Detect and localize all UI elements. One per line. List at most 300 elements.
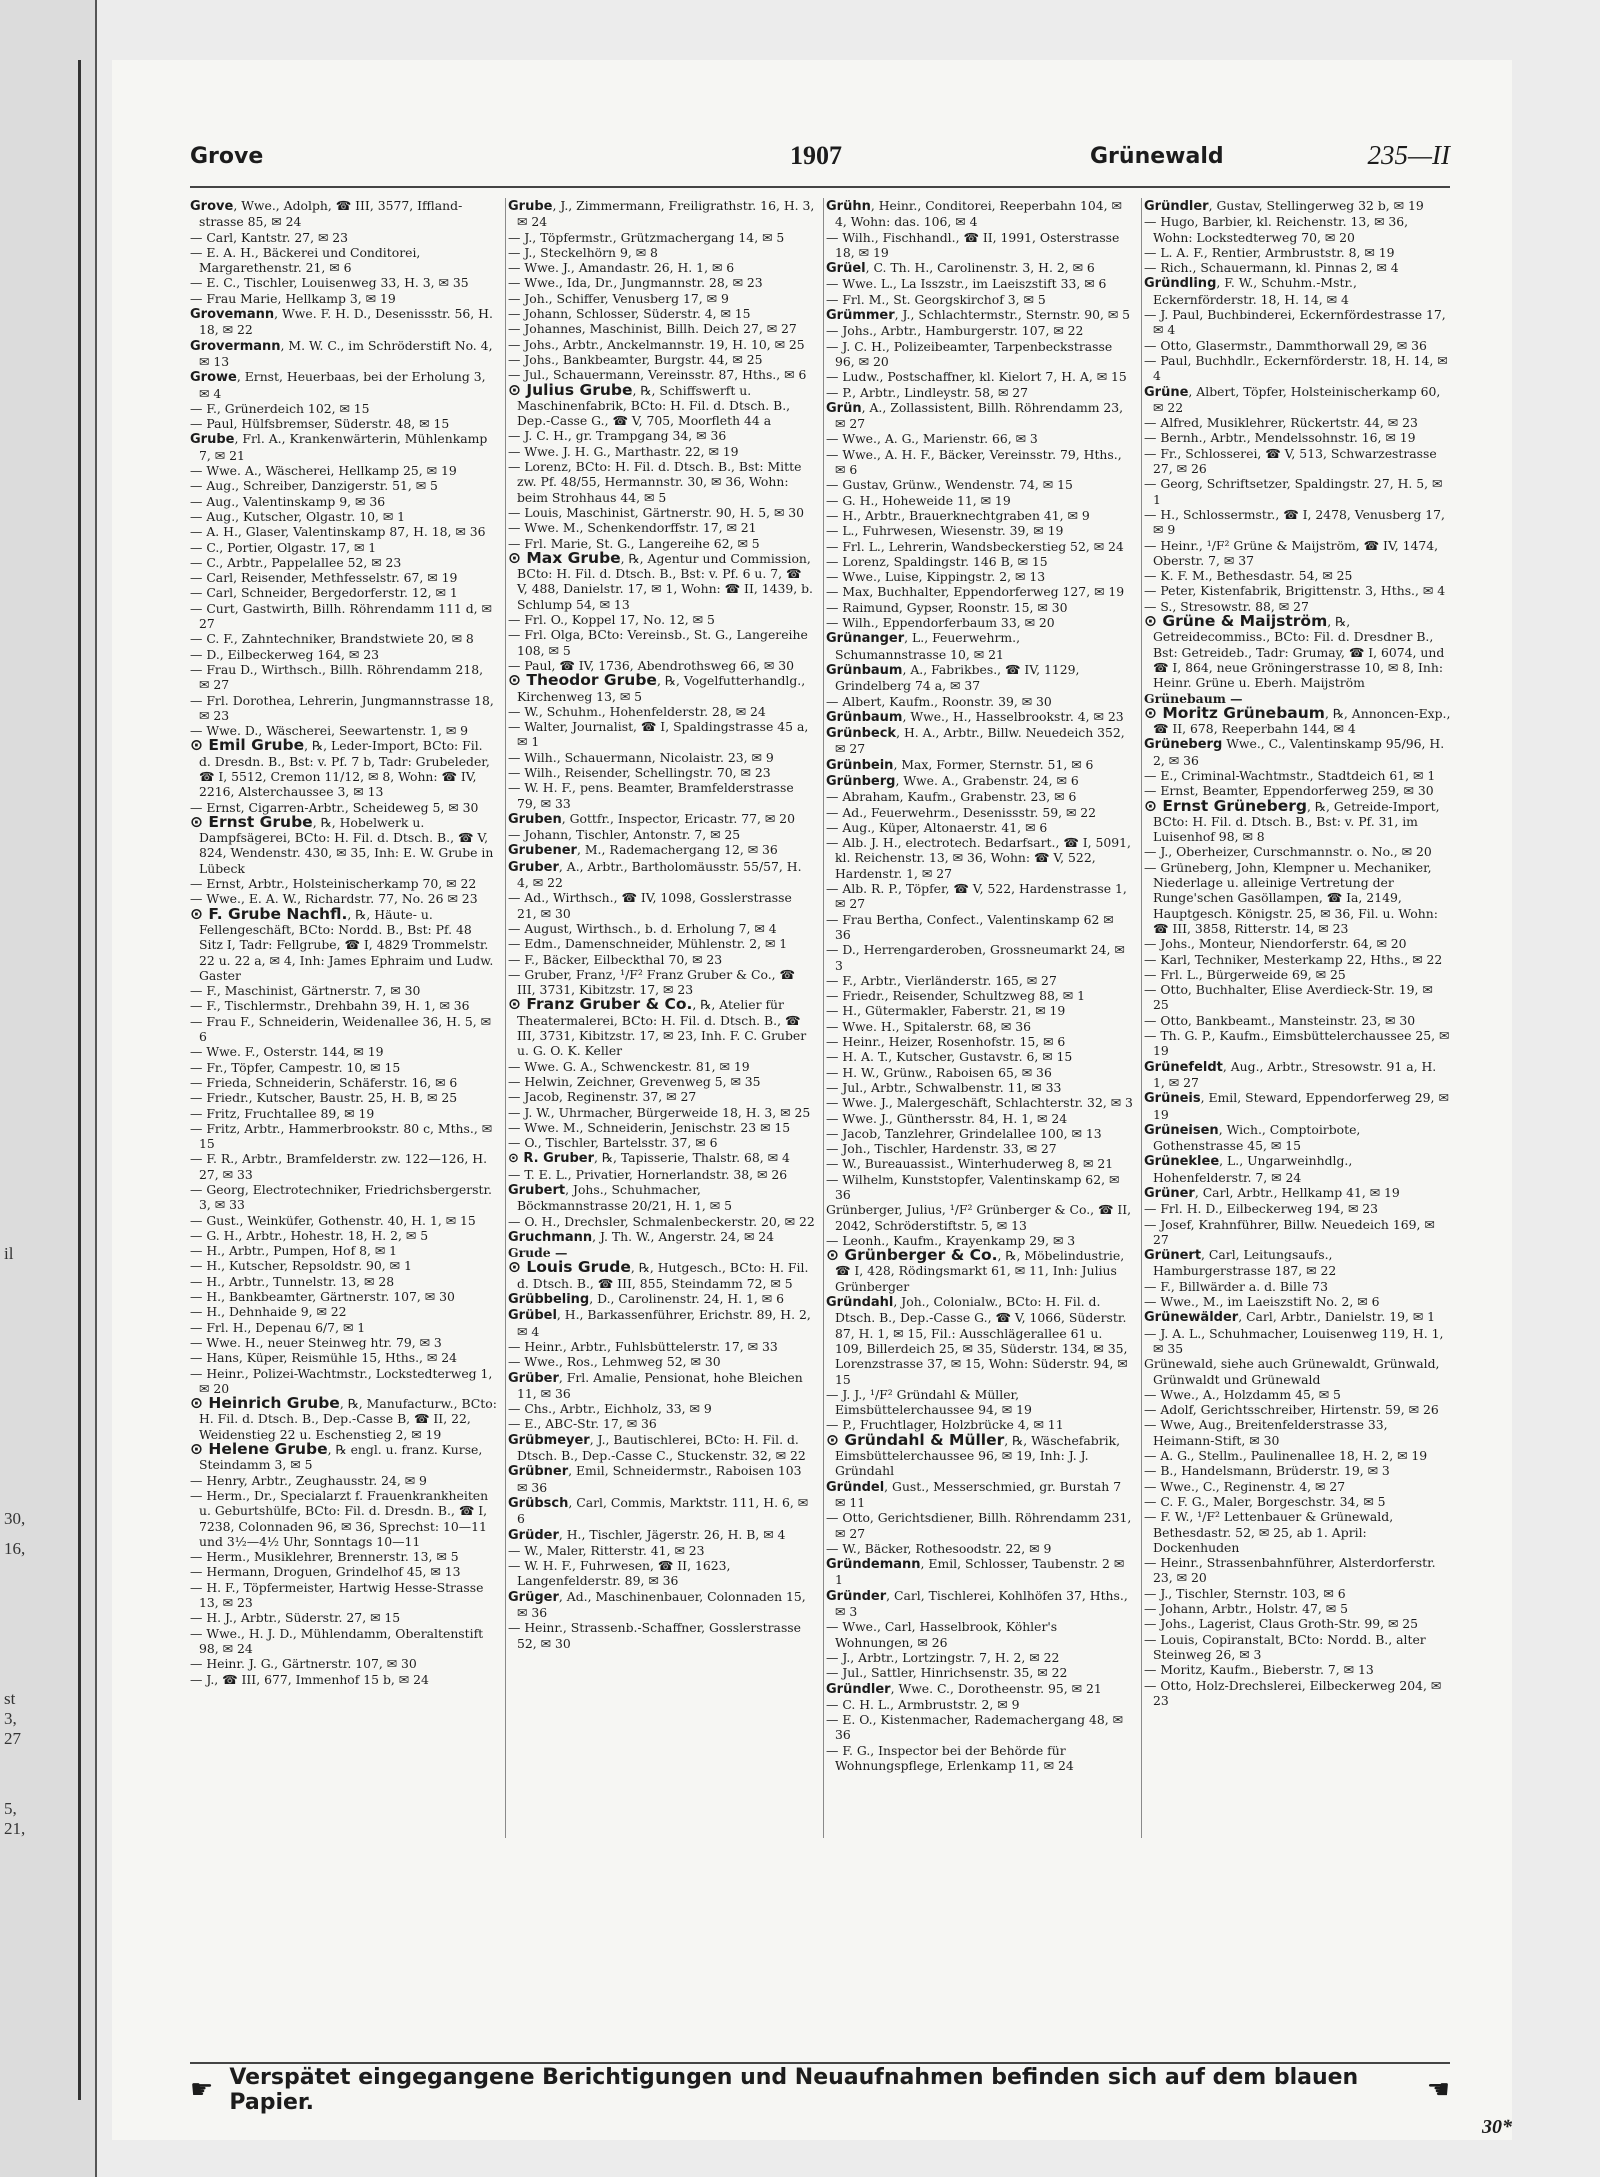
entry-name: Gründler [1144, 199, 1209, 214]
directory-entry [826, 942, 1133, 973]
entry-text: — Wilh., Eppendorferbaum 33, ✉ 20 [826, 615, 1055, 631]
entry-name: Grovermann [190, 338, 281, 354]
entry-text: — H., Kutscher, Repsoldstr. 90, ✉ 1 [190, 1258, 412, 1274]
entry-text: , Wwe. F. H. D., Desenissstr. 56, H. 18, ✉ 22 [199, 306, 493, 338]
entry-text: — Johann, Tischler, Antonstr. 7, ✉ 25 [508, 827, 741, 843]
directory-entry [508, 1432, 815, 1464]
entry-name: Grünberg [826, 773, 896, 789]
directory-entry [508, 1105, 815, 1120]
directory-entry [826, 1479, 1133, 1511]
directory-entry [826, 508, 1133, 523]
directory-entry [190, 812, 497, 876]
entry-text: — Wwe., A., Holzdamm 45, ✉ 5 [1144, 1386, 1341, 1402]
directory-entry [826, 630, 1133, 662]
entry-text: — W., Schuhm., Hohenfelderstr. 28, ✉ 24 [508, 703, 766, 719]
directory-entry [508, 1589, 815, 1621]
directory-entry [826, 1294, 1133, 1387]
directory-entry [190, 601, 497, 632]
entry-text: — J., Tischler, Sternstr. 103, ✉ 6 [1144, 1585, 1346, 1601]
entry-text: — H., Arbtr., Brauerknechtgraben 41, ✉ 9 [826, 507, 1090, 523]
directory-entry [508, 1150, 815, 1166]
entry-text: — Moritz, Kaufm., Bieberstr. 7, ✉ 13 [1144, 1662, 1374, 1678]
entry-text: — Jul., Arbtr., Schwalbenstr. 11, ✉ 33 [826, 1079, 1062, 1095]
directory-entry [508, 548, 815, 612]
directory-entry [826, 323, 1133, 338]
directory-entry [1144, 1509, 1451, 1555]
entry-text: — F., Bäcker, Eilbeckthal 70, ✉ 23 [508, 951, 723, 967]
directory-entry [190, 1610, 497, 1625]
entry-text: — J., ☎ III, 677, Immenhof 15 b, ✉ 24 [190, 1671, 429, 1687]
directory-entry [508, 1229, 815, 1245]
directory-entry [1144, 307, 1451, 338]
entry-text: — H., Arbtr., Pumpen, Hof 8, ✉ 1 [190, 1243, 398, 1259]
entry-text: , Joh., Colonialw., BCto: H. Fil. d. Dtsch. B., Dep.-Casse G., ☎ V, 1066, Süderstr. 87, H. 1, ✉ 15, Fil.: Ausschlägerallee 61 u. 109, Billerdeich 25, ✉ 35, Süderstr. 134, ✉ 35, Lorenzstrasse 37, ✉ 15, Wohn: Süderstr. 94, ✉ 15 [835, 1294, 1128, 1387]
entry-name: Grüger [508, 1589, 559, 1605]
entry-name: Grüel [826, 261, 866, 277]
header-last-entry: Grünewald [1090, 144, 1224, 169]
directory-entry [826, 1202, 1133, 1233]
entry-text: — Heinr., Arbtr., Fuhlsbüttelerstr. 17, ✉ 33 [508, 1338, 778, 1354]
directory-entry [190, 1213, 497, 1228]
entry-text: — Frl. Marie, St. G., Langereihe 62, ✉ 5 [508, 535, 760, 551]
entry-text: — E. C., Tischler, Louisenweg 33, H. 3, ✉ 35 [190, 275, 469, 291]
entry-text: — Wilhelm, Kunststopfer, Valentinskamp 62, ✉ 36 [826, 1171, 1120, 1202]
entry-text: — Henry, Arbtr., Zeughausstr. 24, ✉ 9 [190, 1472, 427, 1488]
entry-text: — F. G., Inspector bei der Behörde für Wohnungspflege, Erlenkamp 11, ✉ 24 [826, 1742, 1074, 1773]
directory-entry [508, 306, 815, 321]
entry-text: , Gottfr., Inspector, Ericastr. 77, ✉ 20 [561, 810, 795, 826]
directory-entry [190, 230, 497, 245]
entry-text: — Heinr., Strassenb.-Schaffner, Gosslerstrasse 52, ✉ 30 [508, 1620, 801, 1651]
entry-text: — D., Herrengarderoben, Grossneumarkt 24, ✉ 3 [826, 942, 1125, 973]
directory-entry [826, 835, 1133, 881]
directory-entry [1144, 768, 1451, 783]
entry-text: — Herm., Dr., Specialarzt f. Frauenkrankheiten u. Geburtshülfe, BCto: Fil. d. Dresdn. B., ☎ I, 7238, Colonnaden 96, ✉ 36, Sprechst: 10—11 und 3½—4½ Uhr, Sonntags 10—11 [190, 1487, 489, 1549]
entry-text: — Wwe. J., Günthersstr. 84, H. 1, ✉ 24 [826, 1110, 1068, 1126]
directory-entry [190, 401, 497, 416]
margin-fragment: st [4, 1689, 16, 1708]
directory-entry [190, 1350, 497, 1365]
entry-text: , ℞, Häute- u. Fellengeschäft, BCto: Nordd. B., Bst: Pf. 48 Sitz I, Tadr: Fellgrube, ☎ I, 4829 Trommelstr. 22 u. 22 a, ✉ 4, Inh: James Ephraim und Ludw. Gaster [199, 906, 494, 983]
entry-text: — A. H., Glaser, Valentinskamp 87, H. 18, ✉ 36 [190, 524, 486, 540]
entry-text: — B., Handelsmann, Brüderstr. 19, ✉ 3 [1144, 1463, 1390, 1479]
entry-text: — Fr., Schlosserei, ☎ V, 513, Schwarzestrasse 27, ✉ 26 [1144, 445, 1437, 477]
entry-name: Grüneberg [1144, 737, 1223, 753]
entry-text: — Frl. M., St. Georgskirchof 3, ✉ 5 [826, 291, 1046, 307]
entry-text: — Wwe., A. G., Marienstr. 66, ✉ 3 [826, 431, 1038, 447]
directory-entry [508, 1495, 815, 1527]
entry-text: Grünebaum — [1144, 690, 1243, 706]
entry-text: — Hugo, Barbier, kl. Reichenstr. 13, ✉ 36, Wohn: Lockstedterweg 70, ✉ 20 [1144, 214, 1409, 245]
entry-name: Grübel [508, 1308, 557, 1324]
entry-text: — E. O., Kistenmacher, Rademachergang 48, ✉ 36 [826, 1712, 1123, 1743]
directory-entry [826, 477, 1133, 492]
entry-text: , ℞, Getreide-Import, BCto: H. Fil. d. Dtsch. B., Bst: v. Pf. 31, im Luisenhof 98, ✉ 8 [1153, 798, 1440, 845]
adjacent-page-strip [0, 0, 97, 2177]
entry-name: Grüneklee [1144, 1154, 1220, 1170]
directory-entry [826, 260, 1133, 276]
directory-entry [508, 520, 815, 535]
directory-entry [1144, 1402, 1451, 1417]
entry-text: — Max, Buchhalter, Eppendorferweg 127, ✉ 19 [826, 584, 1125, 600]
entry-name: Grünanger [826, 631, 905, 647]
directory-entry [508, 1620, 815, 1651]
entry-text: , Ernst, Heuerbaas, bei der Erholung 3, ✉ 4 [199, 369, 486, 401]
entry-name: Grüber [508, 1370, 559, 1386]
directory-entry [1144, 1632, 1451, 1663]
entry-text: Grünberger, Julius, ¹/F² Grünberger & Co., ☎ II, 2042, Schröderstiftstr. 5, ✉ 13 [826, 1202, 1132, 1233]
entry-text: — C. F., Zahntechniker, Brandstwiete 20, ✉ 8 [190, 631, 474, 647]
directory-entry [1144, 796, 1451, 845]
directory-entry [1144, 245, 1451, 260]
entry-text: — Wwe., Ida, Dr., Jungmannstr. 28, ✉ 23 [508, 275, 763, 291]
directory-entry [190, 1320, 497, 1335]
directory-entry [1144, 214, 1451, 245]
entry-name: Grühn [826, 199, 871, 214]
directory-entry [826, 307, 1133, 323]
directory-entry [826, 1126, 1133, 1141]
entry-text: — Wilh., Fischhandl., ☎ II, 1991, Osterstrasse 18, ✉ 19 [826, 229, 1120, 260]
entry-text: — Louis, Copiranstalt, BCto: Nordd. B., alter Steinweg 26, ✉ 3 [1144, 1631, 1426, 1662]
entry-name: Growe [190, 370, 237, 386]
entry-text: — Wwe. J., Malergeschäft, Schlachterstr. 32, ✉ 3 [826, 1095, 1133, 1111]
column-2 [508, 198, 815, 1838]
directory-entry [1144, 1201, 1451, 1216]
directory-entry [826, 725, 1133, 757]
entry-text: — W. H. F., pens. Beamter, Bramfelderstrasse 79, ✉ 33 [508, 780, 794, 811]
entry-text: — Peter, Kistenfabrik, Brigittenstr. 3, Hths., ✉ 4 [1144, 583, 1446, 599]
directory-entry [508, 245, 815, 260]
entry-name: Gründel [826, 1479, 885, 1495]
entry-name: Grünert [1144, 1248, 1202, 1264]
directory-entry [508, 1307, 815, 1339]
entry-name: ⊙ Gründahl & Müller [826, 1430, 1005, 1449]
entry-text: , Wwe. C., Dorotheenstr. 95, ✉ 21 [890, 1680, 1102, 1696]
entry-text: — W., Bureauassist., Winterhuderweg 8, ✉ 21 [826, 1156, 1114, 1172]
directory-entry [508, 505, 815, 520]
entry-text: — Wilh., Schauermann, Nicolaistr. 23, ✉ 9 [508, 749, 774, 765]
entry-text: , J., Schlachtermstr., Sternstr. 90, ✉ 5 [894, 307, 1131, 323]
entry-text: — Otto, Gerichtsdiener, Billh. Röhrendamm 231, ✉ 27 [826, 1510, 1132, 1541]
entry-text: — Ad., Wirthsch., ☎ IV, 1098, Gosslerstrasse 21, ✉ 30 [508, 890, 792, 921]
entry-text: , Johs., Schuhmacher, Böckmannstrasse 20/21, H. 1, ✉ 5 [517, 1182, 732, 1214]
entry-text: — K. F. M., Bethesdastr. 54, ✉ 25 [1144, 568, 1353, 584]
directory-entry [190, 540, 497, 555]
entry-text: — Frl. Olga, BCto: Vereinsb., St. G., Langereihe 108, ✉ 5 [508, 627, 808, 658]
entry-text: — Heinr., ¹/F² Grüne & Maijström, ☎ IV, 1474, Oberstr. 7, ✉ 37 [1144, 537, 1439, 568]
directory-entry [190, 1258, 497, 1273]
entry-text: — Ernst, Cigarren-Arbtr., Scheideweg 5, ✉ 30 [190, 799, 479, 815]
directory-entry [1144, 1122, 1451, 1154]
directory-entry [826, 1619, 1133, 1650]
entry-text: — Gustav, Grünw., Wendenstr. 74, ✉ 15 [826, 477, 1073, 493]
entry-text: , ℞, Atelier für Theatermalerei, BCto: H. Fil. d. Dtsch. B., ☎ III, 3731, Kibitzstr. 17, ✉ 23, Inh. F. C. Gruber u. G. O. K. Keller [517, 997, 807, 1059]
entry-text: — Frl. Dorothea, Lehrerin, Jungmannstrasse 18, ✉ 23 [190, 692, 494, 723]
directory-entry [190, 1580, 497, 1611]
directory-entry [190, 524, 497, 539]
directory-entry [508, 444, 815, 459]
entry-text: — H., Schlossermstr., ☎ I, 2478, Venusberg 17, ✉ 9 [1144, 506, 1445, 538]
directory-entry [190, 1014, 497, 1045]
directory-entry [190, 1304, 497, 1319]
directory-entry [826, 523, 1133, 538]
entry-text: — J. A. L., Schuhmacher, Louisenweg 119, H. 1, ✉ 35 [1144, 1325, 1444, 1356]
directory-entry [1144, 1309, 1451, 1325]
entry-text: — Wwe. M., Schenkendorffstr. 17, ✉ 21 [508, 520, 757, 536]
entry-name: Grübsch [508, 1495, 569, 1511]
directory-entry [826, 1049, 1133, 1064]
entry-text: — Wwe. M., Schneiderin, Jenischstr. 23 ✉ 15 [508, 1119, 791, 1135]
directory-entry [1144, 614, 1451, 690]
directory-entry [826, 198, 1133, 230]
entry-text: , A., Zollassistent, Billh. Röhrendamm 23, ✉ 27 [835, 399, 1124, 432]
directory-entry [190, 245, 497, 276]
entry-text: — Frau Marie, Hellkamp 3, ✉ 19 [190, 290, 396, 306]
directory-entry [826, 584, 1133, 599]
directory-entry [1144, 1247, 1451, 1279]
directory-entry [826, 554, 1133, 569]
entry-text: — W. H. F., Fuhrwesen, ☎ II, 1623, Langenfelderstr. 89, ✉ 36 [508, 1558, 731, 1589]
directory-entry [1144, 703, 1451, 737]
entry-name: Gruber [508, 859, 559, 875]
directory-entry [1144, 982, 1451, 1013]
entry-text: — Wwe. D., Wäscherei, Seewartenstr. 1, ✉ 9 [190, 723, 469, 739]
entry-text: — J., Töpfermstr., Grützmachergang 14, ✉ 5 [508, 229, 785, 245]
directory-entry [508, 921, 815, 936]
directory-entry [190, 1121, 497, 1152]
directory-entry [826, 276, 1133, 291]
entry-text: — Leonh., Kaufm., Krayenkamp 29, ✉ 3 [826, 1232, 1076, 1248]
entry-text: — J. J., ¹/F² Gründahl & Müller, Eimsbüttelerchaussee 94, ✉ 19 [826, 1386, 1032, 1418]
directory-entry [508, 1291, 815, 1307]
directory-entry [508, 380, 815, 429]
directory-entry [190, 1274, 497, 1289]
entry-text: — Wwe., C., Reginenstr. 4, ✉ 27 [1144, 1478, 1346, 1494]
directory-entry [508, 1370, 815, 1402]
directory-entry [826, 1111, 1133, 1126]
directory-entry [508, 198, 815, 230]
directory-entry [190, 1549, 497, 1564]
directory-entry [826, 805, 1133, 820]
directory-entry [826, 569, 1133, 584]
entry-text: — C., Arbtr., Pappelallee 52, ✉ 23 [190, 554, 402, 570]
entry-text: — F., Tischlermstr., Drehbahn 39, H. 1, ✉ 36 [190, 998, 470, 1014]
entry-text: — Fritz, Arbtr., Hammerbrookstr. 80 c, Mths., ✉ 15 [190, 1120, 493, 1152]
directory-entry [190, 631, 497, 646]
entry-text: , Ad., Maschinenbauer, Colonnaden 15, ✉ 36 [517, 1588, 806, 1621]
entry-name: Grünbaum [826, 662, 903, 678]
entry-name: Grümmer [826, 308, 895, 324]
page-number: 235—II [1367, 140, 1450, 170]
entry-text: — Friedr., Kutscher, Baustr. 25, H. B, ✉ 25 [190, 1090, 458, 1106]
entry-text: — H., Gütermakler, Faberstr. 21, ✉ 19 [826, 1003, 1066, 1019]
directory-entry [190, 876, 497, 891]
directory-entry [190, 463, 497, 478]
directory-entry [508, 459, 815, 505]
directory-entry [826, 694, 1133, 709]
entry-name: Gründler [826, 1681, 891, 1697]
entry-text: , Gust., Messerschmied, gr. Burstah 7 ✉ 11 [835, 1478, 1122, 1510]
entry-name: ⊙ Grünberger & Co. [826, 1246, 998, 1265]
directory-entry [190, 1442, 497, 1473]
entry-text: — F., Billwärder a. d. Bille 73 [1144, 1278, 1328, 1294]
directory-entry [508, 1167, 815, 1182]
entry-name: ⊙ Heinrich Grube [190, 1394, 340, 1413]
directory-entry [508, 337, 815, 352]
entry-text: — C., Portier, Olgastr. 17, ✉ 1 [190, 539, 377, 555]
directory-entry [508, 780, 815, 811]
directory-entry [826, 1141, 1133, 1156]
directory-entry [508, 1558, 815, 1589]
directory-entry [190, 662, 497, 693]
directory-entry [190, 275, 497, 290]
directory-entry [508, 627, 815, 658]
entry-text: — Helwin, Zeichner, Grevenweg 5, ✉ 35 [508, 1073, 761, 1089]
directory-entry [1144, 1417, 1451, 1448]
directory-entry [508, 1543, 815, 1558]
entry-text: — Johs., Arbtr., Anckelmannstr. 19, H. 10, ✉ 25 [508, 336, 805, 352]
entry-text: — Georg, Electrotechniker, Friedrichsbergerstr. 3, ✉ 33 [190, 1182, 492, 1213]
entry-text: — Wwe. L., La Isszstr., im Laeiszstift 33, ✉ 6 [826, 276, 1107, 292]
entry-name: Gründer [826, 1588, 887, 1604]
header-first-entry: Grove [190, 144, 264, 169]
entry-name: Grünbein [826, 757, 894, 773]
entry-text: — J. Paul, Buchbinderei, Eckernfördestrasse 17, ✉ 4 [1144, 307, 1446, 338]
entry-text: — Th. G. P., Kaufm., Eimsbüttelerchaussee 25, ✉ 19 [1144, 1028, 1450, 1059]
directory-entry [826, 709, 1133, 725]
entry-text: Wwe., C., Valentinskamp 95/96, H. 2, ✉ 36 [1153, 736, 1445, 768]
entry-text: — Otto, Bankbeamt., Mansteinstr. 23, ✉ 30 [1144, 1012, 1416, 1028]
directory-entry [1144, 583, 1451, 598]
entry-name: ⊙ Franz Gruber & Co. [508, 995, 693, 1014]
directory-entry [190, 1243, 497, 1258]
directory-entry [826, 1588, 1133, 1620]
directory-entry [826, 820, 1133, 835]
directory-entry [508, 1135, 815, 1150]
directory-entry [1144, 1028, 1451, 1059]
directory-entry [190, 570, 497, 585]
entry-text: , ℞, Schiffswerft u. Maschinenfabrik, BCto: H. Fil. d. Dtsch. B., Dep.-Casse G., ☎ V, 705, Moorfleth 44 a [517, 382, 791, 429]
entry-text: — Gruber, Franz, ¹/F² Franz Gruber & Co., ☎ III, 3731, Kibitzstr. 17, ✉ 23 [508, 966, 795, 998]
directory-entry [826, 1095, 1133, 1110]
directory-entry [826, 1697, 1133, 1712]
directory-entry [190, 1151, 497, 1182]
directory-entry [508, 1074, 815, 1089]
directory-entry [508, 352, 815, 367]
entry-text: — Josef, Krahnführer, Billw. Neuedeich 169, ✉ 27 [1144, 1216, 1435, 1247]
entry-text: — H. W., Grünw., Raboisen 65, ✉ 36 [826, 1064, 1052, 1080]
directory-entry [1144, 860, 1451, 936]
entry-text: , A., Fabrikbes., ☎ IV, 1129, Grindelberg 74 a, ✉ 37 [835, 661, 1080, 694]
entry-text: — Chs., Arbtr., Eichholz, 33, ✉ 9 [508, 1401, 712, 1417]
entry-text: , ℞, Tapisserie, Thalstr. 68, ✉ 4 [594, 1150, 790, 1166]
entry-text: , ℞, Vogelfutterhandlg., Kirchenweg 13, ✉ 5 [517, 673, 806, 704]
directory-entry [508, 890, 815, 921]
entry-text: — Walter, Journalist, ☎ I, Spaldingstrasse 45 a, ✉ 1 [508, 719, 809, 750]
entry-text: — Wwe. J., Amandastr. 26, H. 1, ✉ 6 [508, 260, 735, 276]
entry-text: — L. A. F., Rentier, Armbruststr. 8, ✉ 19 [1144, 244, 1395, 260]
directory-entry [826, 615, 1133, 630]
entry-name: ⊙ Max Grube [508, 548, 621, 567]
entry-text: — Ernst, Arbtr., Holsteinischerkamp 70, ✉ 22 [190, 876, 477, 892]
directory-entry [508, 612, 815, 627]
entry-text: — Carl, Kantstr. 27, ✉ 23 [190, 229, 349, 245]
entry-text: — Frau Bertha, Confect., Valentinskamp 62 ✉ 36 [826, 911, 1114, 942]
entry-text: — F., Arbtr., Vierländerstr. 165, ✉ 27 [826, 972, 1057, 988]
directory-entry [1144, 1294, 1451, 1309]
entry-text: , ℞, Leder-Import, BCto: Fil. d. Dresdn. B., Bst: v. Pf. 7 b, Tadr: Grubeleder, ☎ I, 5512, Cremon 11/12, ✉ 8, Wohn: ☎ IV, 2216, Alsterchaussee 3, ✉ 13 [199, 738, 490, 800]
margin-fragment: 27 [4, 1729, 21, 1748]
directory-entry [826, 447, 1133, 478]
margin-fragment: 30, [4, 1509, 26, 1528]
entry-name: Grüneisen [1144, 1122, 1219, 1138]
directory-entry [508, 967, 815, 998]
directory-entry [1144, 1059, 1451, 1091]
entry-text: — Paul, Buchhdlr., Eckernförderstr. 18, H. 14, ✉ 4 [1144, 352, 1448, 384]
margin-fragment: il [4, 1244, 14, 1263]
directory-entry [190, 1656, 497, 1671]
margin-fragment: 5, [4, 1799, 17, 1818]
entry-text: — F. R., Arbtr., Bramfelderstr. zw. 122—126, H. 27, ✉ 33 [190, 1151, 488, 1182]
entry-text: — Frl. L., Lehrerin, Wandsbeckerstieg 52, ✉ 24 [826, 538, 1124, 554]
directory-entry [1144, 1463, 1451, 1478]
directory-entry [190, 738, 497, 799]
entry-text: — Paul, Hülfsbremser, Süderstr. 48, ✉ 15 [190, 416, 450, 432]
directory-entry [508, 428, 815, 443]
directory-entry [190, 306, 497, 338]
entry-text: — O. H., Drechsler, Schmalenbeckerstr. 20, ✉ 22 [508, 1213, 815, 1229]
directory-entry [1144, 1678, 1451, 1709]
directory-entry [826, 1743, 1133, 1774]
entry-text: , Carl, Commis, Marktstr. 111, H. 6, ✉ 6 [517, 1494, 809, 1527]
entry-text: — Wwe, Aug., Breitenfelderstrasse 33, Heimann-Stift, ✉ 30 [1144, 1417, 1388, 1448]
directory-entry [190, 555, 497, 570]
directory-entry [508, 1463, 815, 1495]
entry-text: , J., Bautischlerei, BCto: H. Fil. d. Dtsch. B., Dep.-Casse C., Stuckenstr. 32, ✉ 22 [517, 1431, 806, 1464]
entry-text: — Wwe., Luise, Kippingstr. 2, ✉ 13 [826, 569, 1046, 585]
entry-text: , Wwe., H., Hasselbrookstr. 4, ✉ 23 [902, 708, 1124, 724]
directory-entry [1144, 507, 1451, 538]
entry-name: Grünbeck [826, 726, 897, 742]
column-divider [823, 198, 824, 1838]
entry-name: Grünefeldt [1144, 1059, 1223, 1075]
entry-text: — August, Wirthsch., b. d. Erholung 7, ✉ 4 [508, 920, 777, 936]
directory-entry [508, 704, 815, 719]
entry-text: — Georg, Schriftsetzer, Spaldingstr. 27, H. 5, ✉ 1 [1144, 476, 1443, 507]
entry-name: Grubert [508, 1183, 566, 1198]
entry-text: — T. E. L., Privatier, Hornerlandstr. 38, ✉ 26 [508, 1166, 788, 1182]
directory-entry [1144, 967, 1451, 982]
directory-entry [826, 789, 1133, 804]
entry-text: — Frl. O., Koppel 17, No. 12, ✉ 5 [508, 612, 715, 628]
entry-text: , Carl, Arbtr., Hellkamp 41, ✉ 19 [1194, 1185, 1400, 1200]
entry-name: ⊙ Grüne & Maijström [1144, 612, 1328, 631]
directory-entry [1144, 1479, 1451, 1494]
header-year: 1907 [790, 141, 842, 170]
entry-text: — E., Criminal-Wachtmstr., Stadtdeich 61, ✉ 1 [1144, 767, 1436, 783]
directory-entry [508, 827, 815, 842]
entry-text: , Carl, Tischlerei, Kohlhöfen 37, Hths., ✉ 3 [835, 1587, 1128, 1620]
directory-entry [508, 750, 815, 765]
entry-name: ⊙ Emil Grube [190, 736, 305, 755]
entry-name: ⊙ Louis Grude [508, 1258, 631, 1277]
directory-entry [826, 1681, 1133, 1697]
directory-entry [1144, 538, 1451, 569]
directory-entry [826, 1650, 1133, 1665]
directory-entry [826, 988, 1133, 1003]
entry-text: — Albert, Kaufm., Roonstr. 39, ✉ 30 [826, 693, 1052, 709]
entry-text: — Heinr., Strassenbahnführer, Alsterdorferstr. 23, ✉ 20 [1144, 1555, 1436, 1586]
